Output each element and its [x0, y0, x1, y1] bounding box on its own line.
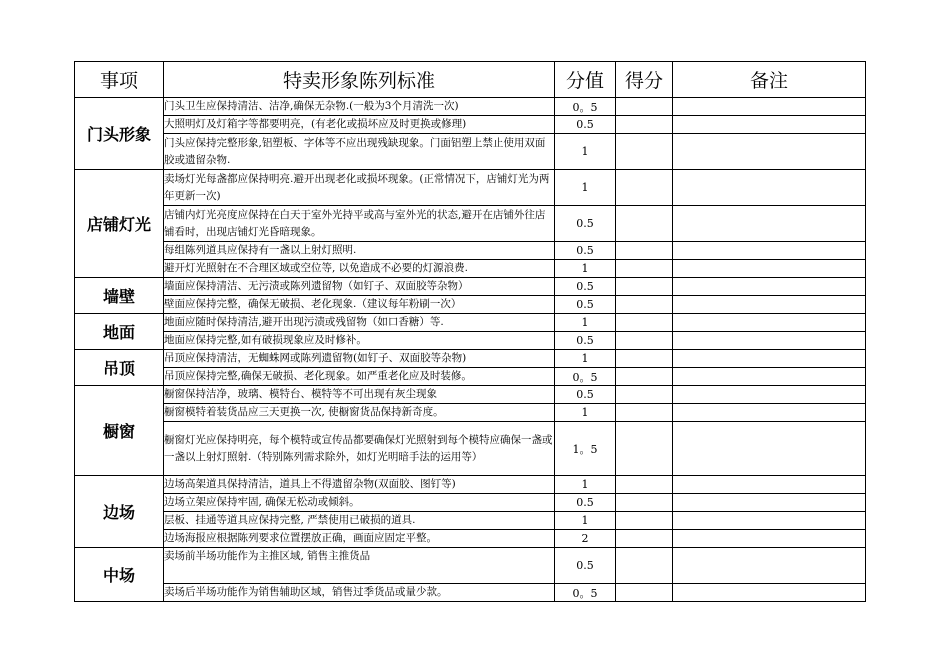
- remark-cell[interactable]: [673, 368, 866, 386]
- standard-cell: 边场高架道具保持清洁，道具上不得遗留杂物(双面胶、图钉等): [164, 476, 555, 494]
- table-row: [75, 332, 866, 350]
- got-cell[interactable]: [616, 476, 673, 494]
- score-cell: 1: [555, 512, 616, 530]
- table-row: [75, 350, 866, 368]
- standard-cell: 门头应保持完整形象,铝塑板、字体等不应出现残缺现象。门面铝塑上禁止使用双面胶或遗留杂物.: [164, 134, 555, 170]
- standard-cell: 大照明灯及灯箱字等都要明亮，(有老化或损坏应及时更换或修理): [164, 116, 555, 134]
- table-row: [75, 584, 866, 602]
- remark-cell[interactable]: [673, 422, 866, 476]
- remark-cell[interactable]: [673, 242, 866, 260]
- standard-cell: 边场立架应保持牢固, 确保无松动或倾斜。: [164, 494, 555, 512]
- score-cell: 2: [555, 530, 616, 548]
- score-cell: 0。5: [555, 98, 616, 116]
- got-cell[interactable]: [616, 170, 673, 206]
- got-cell[interactable]: [616, 494, 673, 512]
- table-row: [75, 386, 866, 404]
- score-cell: 0。5: [555, 368, 616, 386]
- standard-cell: 吊顶应保持完整,确保无破损、老化现象。如严重老化应及时装修。: [164, 368, 555, 386]
- remark-cell[interactable]: [673, 314, 866, 332]
- standard-cell: 橱窗保持洁净，玻璃、模特台、模特等不可出现有灰尘现象: [164, 386, 555, 404]
- header-standard: 特卖形象陈列标准: [164, 62, 555, 98]
- standard-cell: 墙面应保持清洁、无污渍或陈列遗留物（如钉子、双面胶等杂物）: [164, 278, 555, 296]
- table-row: [75, 116, 866, 134]
- got-cell[interactable]: [616, 296, 673, 314]
- header-item: 事项: [75, 62, 164, 98]
- got-cell[interactable]: [616, 584, 673, 602]
- score-cell: 1: [555, 314, 616, 332]
- table-row: [75, 476, 866, 494]
- standard-cell: 壁面应保持完整，确保无破损、老化现象.（建议每年粉刷一次）: [164, 296, 555, 314]
- standard-cell: 避开灯光照射在不合理区域或空位等, 以免造成不必要的灯源浪费.: [164, 260, 555, 278]
- header-got: 得分: [616, 62, 673, 98]
- got-cell[interactable]: [616, 278, 673, 296]
- score-cell: 0.5: [555, 206, 616, 242]
- got-cell[interactable]: [616, 548, 673, 584]
- score-cell: 0.5: [555, 116, 616, 134]
- standard-cell: 每组陈列道具应保持有一盏以上射灯照明.: [164, 242, 555, 260]
- standard-cell: 卖场灯光每盏都应保持明亮.避开出现老化或损坏现象。(正常情况下，店铺灯光为两年更新一次): [164, 170, 555, 206]
- remark-cell[interactable]: [673, 296, 866, 314]
- remark-cell[interactable]: [673, 134, 866, 170]
- remark-cell[interactable]: [673, 260, 866, 278]
- standard-cell: 地面应随时保持清洁,避开出现污渍或残留物（如口香糖）等.: [164, 314, 555, 332]
- header-remark: 备注: [673, 62, 866, 98]
- remark-cell[interactable]: [673, 530, 866, 548]
- header-row: [75, 62, 866, 98]
- category-cell: 中场: [75, 548, 164, 602]
- got-cell[interactable]: [616, 134, 673, 170]
- score-cell: 0.5: [555, 548, 616, 584]
- remark-cell[interactable]: [673, 584, 866, 602]
- table-row: [75, 404, 866, 422]
- remark-cell[interactable]: [673, 512, 866, 530]
- category-cell: 地面: [75, 314, 164, 350]
- table-row: [75, 134, 866, 170]
- standard-cell: 边场海报应根据陈列要求位置摆放正确，画面应固定平整。: [164, 530, 555, 548]
- category-cell: 橱窗: [75, 386, 164, 476]
- category-cell: 门头形象: [75, 98, 164, 170]
- got-cell[interactable]: [616, 422, 673, 476]
- remark-cell[interactable]: [673, 332, 866, 350]
- table-row: [75, 314, 866, 332]
- score-cell: 1: [555, 170, 616, 206]
- standard-cell: 卖场后半场功能作为销售辅助区域，销售过季货品或量少款。: [164, 584, 555, 602]
- score-cell: 0.5: [555, 386, 616, 404]
- remark-cell[interactable]: [673, 494, 866, 512]
- table-row: [75, 278, 866, 296]
- score-cell: 0.5: [555, 278, 616, 296]
- got-cell[interactable]: [616, 206, 673, 242]
- got-cell[interactable]: [616, 242, 673, 260]
- score-cell: 0.5: [555, 296, 616, 314]
- standard-cell: 店铺内灯光亮度应保持在白天于室外光持平或高与室外光的状态,避开在店铺外往店铺看时，出现店铺灯光昏暗现象。: [164, 206, 555, 242]
- table-row: [75, 530, 866, 548]
- remark-cell[interactable]: [673, 350, 866, 368]
- remark-cell[interactable]: [673, 170, 866, 206]
- remark-cell[interactable]: [673, 98, 866, 116]
- remark-cell[interactable]: [673, 548, 866, 584]
- standard-cell: 层板、挂通等道具应保持完整, 严禁使用已破损的道具.: [164, 512, 555, 530]
- category-cell: 墙壁: [75, 278, 164, 314]
- got-cell[interactable]: [616, 530, 673, 548]
- got-cell[interactable]: [616, 386, 673, 404]
- got-cell[interactable]: [616, 512, 673, 530]
- header-score: 分值: [555, 62, 616, 98]
- table-row: [75, 206, 866, 242]
- score-cell: 1: [555, 260, 616, 278]
- table-row: [75, 98, 866, 116]
- standard-cell: 橱窗灯光应保持明亮，每个模特或宣传品都要确保灯光照射到每个模特应确保一盏或一盏以上射灯照射.（特别陈列需求除外，如灯光明暗手法的运用等）: [164, 422, 555, 476]
- remark-cell[interactable]: [673, 116, 866, 134]
- score-cell: 0.5: [555, 242, 616, 260]
- score-cell: 1: [555, 134, 616, 170]
- score-cell: 0.5: [555, 332, 616, 350]
- remark-cell[interactable]: [673, 404, 866, 422]
- table-row: [75, 494, 866, 512]
- remark-cell[interactable]: [673, 278, 866, 296]
- score-cell: 0.5: [555, 494, 616, 512]
- table-row: [75, 260, 866, 278]
- standard-cell: 卖场前半场功能作为主推区域, 销售主推货品: [164, 548, 555, 584]
- table-row: [75, 368, 866, 386]
- category-cell: 边场: [75, 476, 164, 548]
- table-row: [75, 512, 866, 530]
- got-cell[interactable]: [616, 314, 673, 332]
- score-cell: 1: [555, 476, 616, 494]
- got-cell[interactable]: [616, 368, 673, 386]
- got-cell[interactable]: [616, 116, 673, 134]
- standard-cell: 门头卫生应保持清洁、洁净,确保无杂物.(一般为3个月清洗一次): [164, 98, 555, 116]
- score-cell: 1。5: [555, 422, 616, 476]
- table-row: [75, 422, 866, 476]
- table-row: [75, 296, 866, 314]
- got-cell[interactable]: [616, 404, 673, 422]
- got-cell[interactable]: [616, 98, 673, 116]
- evaluation-table: [74, 61, 866, 602]
- remark-cell[interactable]: [673, 476, 866, 494]
- remark-cell[interactable]: [673, 386, 866, 404]
- standard-cell: 吊顶应保持清洁，无蜘蛛网或陈列遗留物(如钉子、双面胶等杂物): [164, 350, 555, 368]
- table-row: [75, 242, 866, 260]
- got-cell[interactable]: [616, 332, 673, 350]
- category-cell: 吊顶: [75, 350, 164, 386]
- standard-cell: 橱窗模特着装货品应三天更换一次, 使橱窗货品保持新奇度。: [164, 404, 555, 422]
- category-cell: 店铺灯光: [75, 170, 164, 278]
- score-cell: 0。5: [555, 584, 616, 602]
- table-row: [75, 548, 866, 584]
- standard-cell: 地面应保持完整,如有破损现象应及时修补。: [164, 332, 555, 350]
- score-cell: 1: [555, 404, 616, 422]
- got-cell[interactable]: [616, 350, 673, 368]
- table-row: [75, 170, 866, 206]
- score-cell: 1: [555, 350, 616, 368]
- got-cell[interactable]: [616, 260, 673, 278]
- remark-cell[interactable]: [673, 206, 866, 242]
